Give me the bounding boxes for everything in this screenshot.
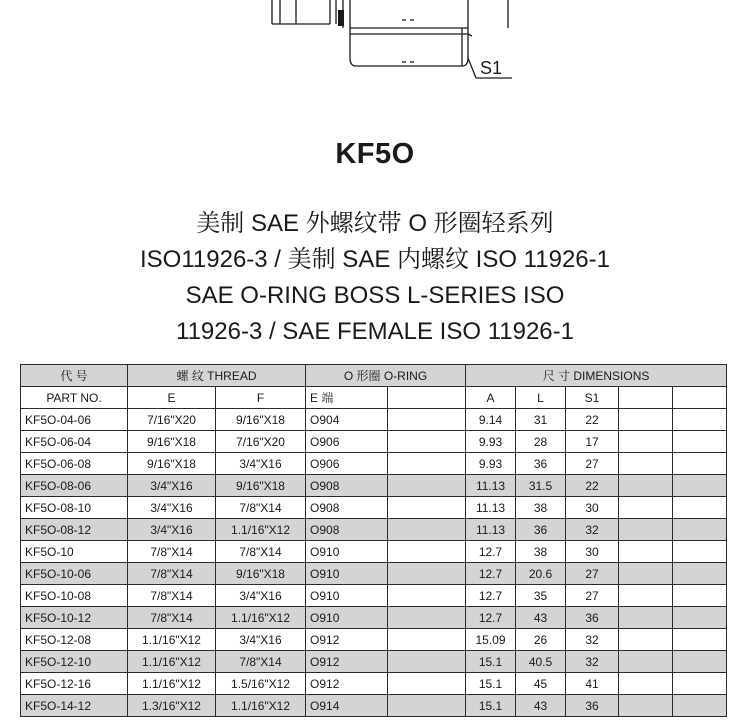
cell-blank-2 [619, 431, 673, 453]
cell-dim-a: 11.13 [466, 497, 516, 519]
fitting-drawing [0, 0, 750, 100]
cell-blank-3 [673, 409, 727, 431]
cell-part-no: KF5O-10-06 [21, 563, 128, 585]
model-title: KF5O [335, 138, 415, 170]
table-row [21, 409, 727, 431]
cell-thread-e: 1.1/16"X12 [128, 673, 216, 695]
cell-dim-l: 35 [516, 585, 566, 607]
cell-blank-1 [388, 541, 466, 563]
header-code: 代 号 [21, 365, 128, 387]
cell-part-no: KF5O-14-12 [21, 695, 128, 717]
cell-blank-2 [619, 695, 673, 717]
subtitle-line-1: 美制 SAE 外螺纹带 O 形圈轻系列 [196, 210, 554, 237]
cell-dim-l: 43 [516, 607, 566, 629]
cell-dim-l: 26 [516, 629, 566, 651]
cell-part-no: KF5O-08-10 [21, 497, 128, 519]
cell-blank-2 [619, 585, 673, 607]
cell-thread-e: 1.3/16"X12 [128, 695, 216, 717]
cell-thread-f: 9/16"X18 [216, 475, 306, 497]
cell-blank-3 [673, 607, 727, 629]
cell-oring: O912 [306, 651, 388, 673]
cell-part-no: KF5O-10-08 [21, 585, 128, 607]
cell-dim-s1: 22 [566, 475, 619, 497]
cell-oring: O910 [306, 607, 388, 629]
cell-thread-e: 7/8"X14 [128, 585, 216, 607]
cell-blank-1 [388, 519, 466, 541]
table-row [21, 673, 727, 695]
cell-thread-e: 3/4"X16 [128, 519, 216, 541]
cell-blank-2 [619, 497, 673, 519]
cell-part-no: KF5O-06-04 [21, 431, 128, 453]
cell-thread-f: 9/16"X18 [216, 563, 306, 585]
table-row [21, 519, 727, 541]
dimension-label-s1: S1 [480, 58, 503, 78]
cell-dim-s1: 22 [566, 409, 619, 431]
header-thread: 螺 纹 THREAD [128, 365, 306, 387]
table-row [21, 431, 727, 453]
cell-dim-s1: 36 [566, 695, 619, 717]
table-row [21, 651, 727, 673]
header-part-no: PART NO. [21, 387, 128, 409]
cell-dim-s1: 30 [566, 541, 619, 563]
cell-thread-f: 1.5/16"X12 [216, 673, 306, 695]
cell-dim-l: 28 [516, 431, 566, 453]
cell-thread-e: 1.1/16"X12 [128, 651, 216, 673]
cell-thread-f: 7/8"X14 [216, 497, 306, 519]
cell-dim-l: 31.5 [516, 475, 566, 497]
header-l: L [516, 387, 566, 409]
cell-blank-3 [673, 673, 727, 695]
cell-dim-l: 20.6 [516, 563, 566, 585]
cell-dim-s1: 27 [566, 563, 619, 585]
cell-thread-f: 7/16"X20 [216, 431, 306, 453]
cell-blank-1 [388, 585, 466, 607]
table-row [21, 695, 727, 717]
header-e-end: E 端 [306, 387, 388, 409]
cell-blank-1 [388, 497, 466, 519]
cell-dim-s1: 41 [566, 673, 619, 695]
cell-oring: O910 [306, 563, 388, 585]
table-row [21, 563, 727, 585]
cell-dim-a: 12.7 [466, 585, 516, 607]
subtitle-line-4: 11926-3 / SAE FEMALE ISO 11926-1 [176, 318, 574, 345]
cell-thread-e: 3/4"X16 [128, 497, 216, 519]
cell-dim-l: 31 [516, 409, 566, 431]
cell-thread-f: 9/16"X18 [216, 409, 306, 431]
cell-oring: O904 [306, 409, 388, 431]
header-a: A [466, 387, 516, 409]
cell-oring: O906 [306, 453, 388, 475]
cell-oring: O910 [306, 541, 388, 563]
cell-blank-3 [673, 629, 727, 651]
cell-dim-s1: 27 [566, 453, 619, 475]
cell-thread-e: 7/16"X20 [128, 409, 216, 431]
subtitle-line-2: ISO11926-3 / 美制 SAE 内螺纹 ISO 11926-1 [140, 246, 610, 273]
cell-thread-e: 3/4"X16 [128, 475, 216, 497]
header-e: E [128, 387, 216, 409]
cell-blank-2 [619, 475, 673, 497]
cell-dim-l: 40.5 [516, 651, 566, 673]
cell-part-no: KF5O-12-08 [21, 629, 128, 651]
cell-dim-l: 36 [516, 519, 566, 541]
cell-thread-f: 1.1/16"X12 [216, 519, 306, 541]
cell-oring: O908 [306, 497, 388, 519]
cell-dim-a: 9.93 [466, 431, 516, 453]
cell-part-no: KF5O-12-10 [21, 651, 128, 673]
cell-thread-e: 9/16"X18 [128, 431, 216, 453]
cell-dim-l: 38 [516, 497, 566, 519]
cell-dim-s1: 32 [566, 519, 619, 541]
cell-blank-2 [619, 453, 673, 475]
table-row [21, 585, 727, 607]
cell-blank-1 [388, 673, 466, 695]
cell-dim-a: 12.7 [466, 563, 516, 585]
cell-oring: O912 [306, 629, 388, 651]
cell-blank-3 [673, 519, 727, 541]
cell-blank-1 [388, 651, 466, 673]
table-row [21, 541, 727, 563]
subtitle-line-3: SAE O-RING BOSS L-SERIES ISO [185, 282, 565, 309]
cell-blank-3 [673, 541, 727, 563]
cell-dim-l: 45 [516, 673, 566, 695]
cell-dim-l: 43 [516, 695, 566, 717]
cell-thread-f: 3/4"X16 [216, 453, 306, 475]
cell-blank-1 [388, 475, 466, 497]
spec-table [20, 364, 727, 717]
header-blank-3 [673, 387, 727, 409]
cell-thread-f: 1.1/16"X12 [216, 695, 306, 717]
cell-blank-1 [388, 695, 466, 717]
cell-dim-a: 11.13 [466, 475, 516, 497]
cell-dim-s1: 30 [566, 497, 619, 519]
cell-blank-3 [673, 431, 727, 453]
table-row [21, 629, 727, 651]
cell-dim-a: 11.13 [466, 519, 516, 541]
table-header-row-2 [21, 387, 727, 409]
cell-thread-f: 7/8"X14 [216, 651, 306, 673]
cell-blank-1 [388, 431, 466, 453]
cell-blank-2 [619, 629, 673, 651]
cell-dim-a: 15.09 [466, 629, 516, 651]
cell-blank-2 [619, 519, 673, 541]
cell-blank-3 [673, 563, 727, 585]
cell-blank-2 [619, 651, 673, 673]
cell-dim-a: 15.1 [466, 651, 516, 673]
cell-part-no: KF5O-08-06 [21, 475, 128, 497]
cell-oring: O912 [306, 673, 388, 695]
table-row [21, 453, 727, 475]
cell-thread-e: 7/8"X14 [128, 563, 216, 585]
cell-dim-s1: 32 [566, 629, 619, 651]
cell-blank-3 [673, 497, 727, 519]
cell-dim-s1: 17 [566, 431, 619, 453]
cell-dim-a: 12.7 [466, 607, 516, 629]
cell-part-no: KF5O-10-12 [21, 607, 128, 629]
cell-blank-2 [619, 673, 673, 695]
cell-oring: O914 [306, 695, 388, 717]
cell-dim-s1: 36 [566, 607, 619, 629]
cell-blank-3 [673, 585, 727, 607]
cell-blank-3 [673, 475, 727, 497]
cell-blank-1 [388, 453, 466, 475]
cell-oring: O908 [306, 519, 388, 541]
cell-part-no: KF5O-04-06 [21, 409, 128, 431]
cell-blank-3 [673, 695, 727, 717]
cell-thread-f: 7/8"X14 [216, 541, 306, 563]
cell-dim-a: 12.7 [466, 541, 516, 563]
header-f: F [216, 387, 306, 409]
cell-part-no: KF5O-10 [21, 541, 128, 563]
cell-part-no: KF5O-08-12 [21, 519, 128, 541]
cell-blank-3 [673, 453, 727, 475]
header-blank-1 [388, 387, 466, 409]
cell-blank-2 [619, 409, 673, 431]
cell-dim-s1: 27 [566, 585, 619, 607]
table-row [21, 607, 727, 629]
cell-dim-a: 15.1 [466, 673, 516, 695]
cell-oring: O908 [306, 475, 388, 497]
header-s1: S1 [566, 387, 619, 409]
cell-thread-e: 7/8"X14 [128, 541, 216, 563]
cell-dim-l: 36 [516, 453, 566, 475]
cell-blank-1 [388, 409, 466, 431]
header-blank-2 [619, 387, 673, 409]
cell-thread-e: 9/16"X18 [128, 453, 216, 475]
cell-blank-1 [388, 607, 466, 629]
cell-dim-s1: 32 [566, 651, 619, 673]
cell-blank-2 [619, 541, 673, 563]
cell-dim-l: 38 [516, 541, 566, 563]
cell-thread-f: 1.1/16"X12 [216, 607, 306, 629]
cell-oring: O906 [306, 431, 388, 453]
cell-dim-a: 9.93 [466, 453, 516, 475]
table-row [21, 475, 727, 497]
cell-thread-e: 7/8"X14 [128, 607, 216, 629]
cell-blank-1 [388, 563, 466, 585]
cell-blank-1 [388, 629, 466, 651]
cell-blank-2 [619, 607, 673, 629]
cell-thread-e: 1.1/16"X12 [128, 629, 216, 651]
cell-thread-f: 3/4"X16 [216, 629, 306, 651]
table-row [21, 497, 727, 519]
table-header-row-1 [21, 365, 727, 387]
cell-dim-a: 9.14 [466, 409, 516, 431]
header-oring: O 形圈 O-RING [306, 365, 466, 387]
cell-part-no: KF5O-06-08 [21, 453, 128, 475]
cell-thread-f: 3/4"X16 [216, 585, 306, 607]
header-dimensions: 尺 寸 DIMENSIONS [466, 365, 727, 387]
cell-blank-2 [619, 563, 673, 585]
cell-dim-a: 15.1 [466, 695, 516, 717]
cell-blank-3 [673, 651, 727, 673]
cell-part-no: KF5O-12-16 [21, 673, 128, 695]
cell-oring: O910 [306, 585, 388, 607]
